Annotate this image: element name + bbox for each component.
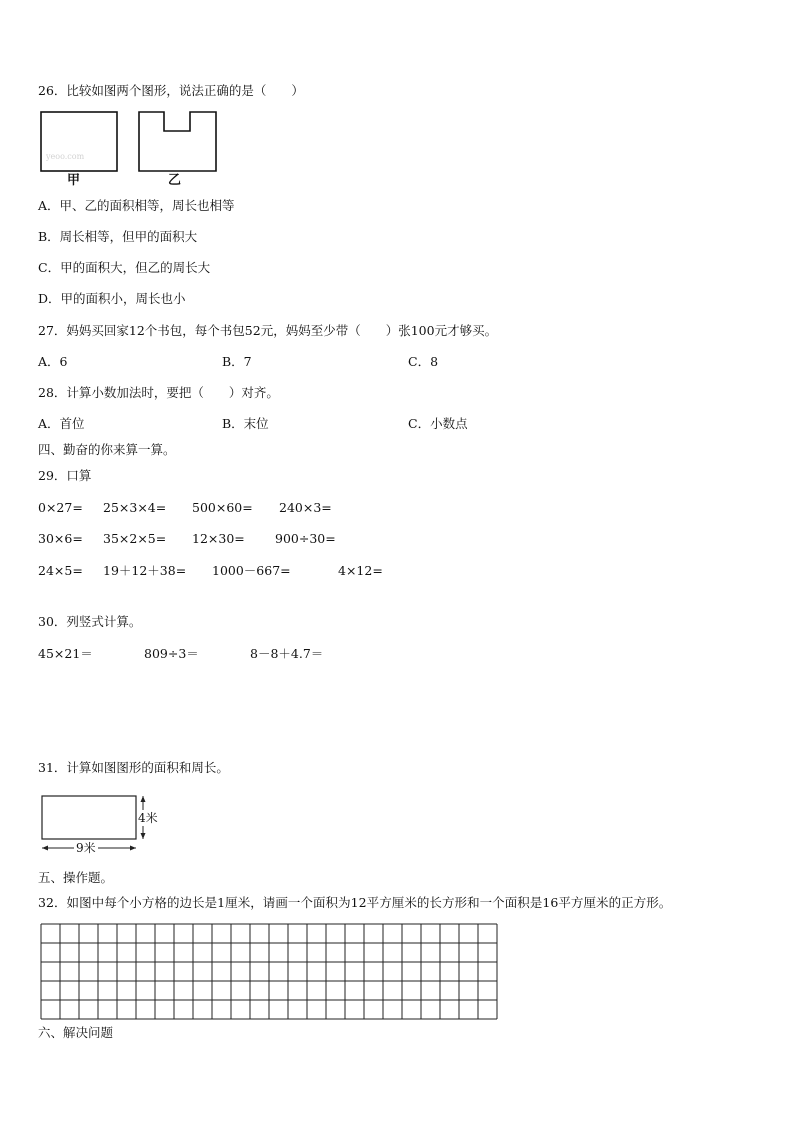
section-6-heading: 六、解决问题 xyxy=(38,1025,114,1040)
label-yi: 乙 xyxy=(168,173,182,188)
square-grid xyxy=(40,923,496,1020)
rectangle-shape xyxy=(42,796,136,839)
q31-stem: 31．计算如图图形的面积和周长。 xyxy=(38,760,229,775)
q26-option-c: C．甲的面积大，但乙的周长大 xyxy=(38,260,211,275)
q29-stem: 29．口算 xyxy=(38,468,92,483)
oral-item: 0×27= xyxy=(38,500,83,515)
q28-option-c: C．小数点 xyxy=(408,416,468,431)
vertical-calc-item: 8－8＋4.7＝ xyxy=(250,646,324,661)
q32-stem: 32．如图中每个小方格的边长是1厘米，请画一个面积为12平方厘米的长方形和一个面积是16平方厘米的正方形。 xyxy=(38,895,672,910)
vertical-calc-item: 45×21＝ xyxy=(38,646,93,661)
oral-item: 19＋12＋38= xyxy=(103,563,187,578)
q28-option-b: B．末位 xyxy=(222,416,269,431)
oral-item: 4×12= xyxy=(338,563,383,578)
width-label: 9米 xyxy=(76,841,96,855)
section-5-heading: 五、操作题。 xyxy=(38,870,114,885)
q27-stem: 27．妈妈买回家12个书包，每个书包52元，妈妈至少带（ ）张100元才够买。 xyxy=(38,323,498,338)
oral-item: 12×30= xyxy=(192,531,245,546)
oral-item: 30×6= xyxy=(38,531,83,546)
q27-option-a: A．6 xyxy=(38,354,68,369)
section-4-heading: 四、勤奋的你来算一算。 xyxy=(38,442,176,457)
q26-option-d: D．甲的面积小，周长也小 xyxy=(38,291,186,306)
oral-item: 240×3= xyxy=(279,500,332,515)
q27-option-b: B．7 xyxy=(222,354,252,369)
q28-option-a: A．首位 xyxy=(38,416,85,431)
oral-item: 24×5= xyxy=(38,563,83,578)
oral-item: 500×60= xyxy=(192,500,253,515)
q30-stem: 30．列竖式计算。 xyxy=(38,614,142,629)
q28-stem: 28．计算小数加法时，要把（ ）对齐。 xyxy=(38,385,279,400)
oral-item: 35×2×5= xyxy=(103,531,167,546)
height-label: 4米 xyxy=(138,811,158,825)
q27-option-c: C．8 xyxy=(408,354,439,369)
q26-option-a: A．甲、乙的面积相等，周长也相等 xyxy=(38,198,235,213)
vertical-calc-item: 809÷3＝ xyxy=(144,646,199,661)
oral-item: 900÷30= xyxy=(275,531,336,546)
oral-item: 25×3×4= xyxy=(103,500,167,515)
q26-stem: 26．比较如图两个图形，说法正确的是（ ） xyxy=(38,83,304,98)
q26-option-b: B．周长相等，但甲的面积大 xyxy=(38,229,198,244)
oral-item: 1000－667= xyxy=(212,563,291,578)
watermark-text: yeoo.com xyxy=(46,152,85,161)
label-jia: 甲 xyxy=(67,173,81,188)
